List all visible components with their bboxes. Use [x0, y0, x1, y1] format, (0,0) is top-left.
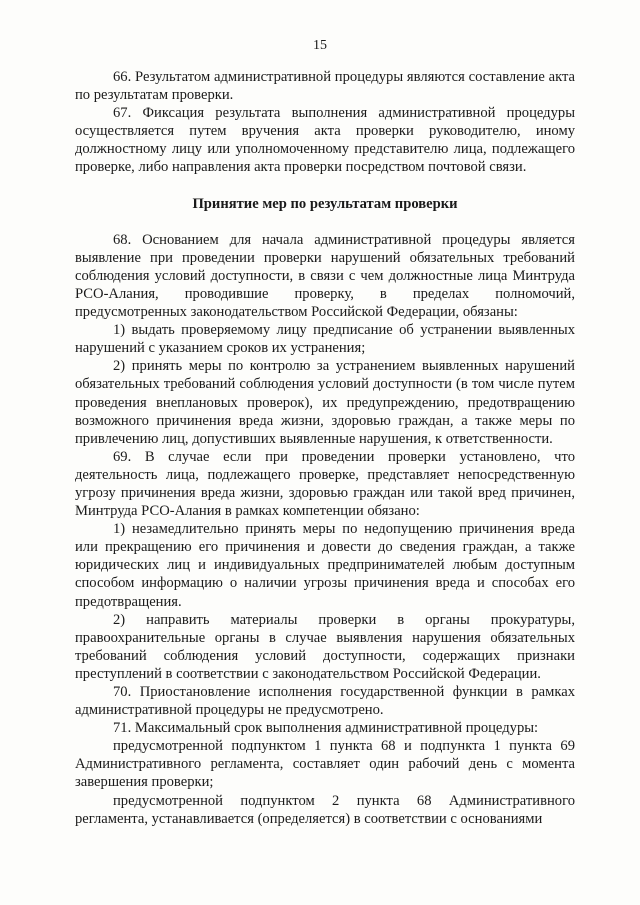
paragraph: 69. В случае если при проведении проверки установлено, что деятельность лица, подлежащего проверке, представляет непосредственную угрозу причинения вреда жизни, здоровью граждан или такой вред причинен, Минтруда РСО-Алания в рамках компетенции обязано: [75, 448, 575, 520]
paragraph: 71. Максимальный срок выполнения административной процедуры: [113, 720, 539, 737]
paragraph: 1) выдать проверяемому лицу предписание об устранении выявленных нарушений с указанием сроков их устранения; [75, 322, 575, 357]
section-heading: Принятие мер по результатам проверки [192, 195, 458, 212]
page-number: 15 [313, 38, 327, 53]
paragraph: 68. Основанием для начала административной процедуры является выявление при проведении проверки нарушений обязательных требований соблюдения условий доступности, в связи с чем должностные лица Минтруда РСО-Алания, проводившие проверку, в пределах полномочий, предусмотренных законодательством Российской Федерации, обязаны: [75, 231, 575, 321]
paragraph: 70. Приостановление исполнения государственной функции в рамках административной процедуры не предусмотрено. [75, 684, 575, 719]
paragraph: 1) незамедлительно принять меры по недопущению причинения вреда или прекращению его причинения и довести до сведения граждан, а также юридических лиц и индивидуальных предпринимателей любым доступным способом информацию о наличии угрозы причинения вреда и способах его предотвращения. [75, 521, 575, 610]
paragraph: предусмотренной подпунктом 2 пункта 68 Административного регламента, устанавливается (определяется) в соответствии с основаниями [75, 792, 575, 827]
paragraph: 2) принять меры по контролю за устранением выявленных нарушений обязательных требований соблюдения условий доступности (в том числе путем проведения внеплановых проверок), их предупреждению, предотвращению возможного причинения вреда жизни, здоровью граждан, а также меры по привлечению лиц, допустивших выявленные нарушения, к ответственности. [75, 358, 575, 447]
document-body [75, 68, 575, 828]
paragraph: 67. Фиксация результата выполнения административной процедуры осуществляется путем вручения акта проверки руководителю, иному должностному лицу или уполномоченному представителю лица, подлежащего проверке, либо направления акта проверки посредством почтовой связи. [75, 105, 575, 176]
paragraph: 2) направить материалы проверки в органы прокуратуры, правоохранительные органы в случае выявления нарушения обязательных требований соблюдения условий доступности, содержащих признаки преступлений в соответствии с законодательством Российской Федерации. [75, 611, 575, 682]
paragraph: 66. Результатом административной процедуры являются составление акта по результатам проверки. [75, 69, 575, 104]
paragraph: предусмотренной подпунктом 1 пункта 68 и подпункта 1 пункта 69 Административного регламента, составляет один рабочий день с момента завершения проверки; [75, 738, 575, 791]
